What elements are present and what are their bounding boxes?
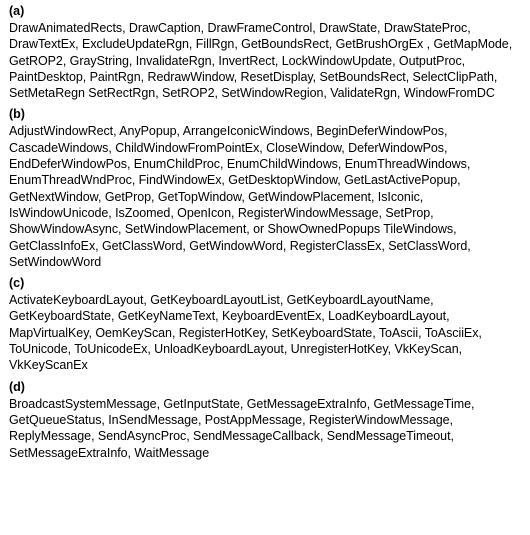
section-b [9,106,524,270]
section-body: AdjustWindowRect, AnyPopup, ArrangeIconicWindows, BeginDeferWindowPos, CascadeWindows, ChildWindowFromPointEx, CloseWindow, DeferWindowPos, EndDeferWindowPos, EnumChildProc, EnumChildWindows, EnumThreadWindows, EnumThreadWndProc, FindWindowEx, GetDesktopWindow, GetLastActivePopup, GetNextWindow, GetProp, GetTopWindow, GetWindowPlacement, IsIconic, IsWindowUnicode, IsZoomed, OpenIcon, RegisterWindowMessage, SetProp, ShowWindowAsync, SetWindowPlacement, or ShowOwnedPopups TileWindows, GetClassInfoEx, GetClassWord, GetWindowWord, RegisterClassEx, SetClassWord, SetWindowWord [9,124,471,269]
section-label: (c) [9,276,25,291]
section-body: BroadcastSystemMessage, GetInputState, GetMessageExtraInfo, GetMessageTime, GetQueueStatus, InSendMessage, PostAppMessage, RegisterWindowMessage, ReplyMessage, SendAsyncProc, SendMessageCallback, SendMessageTimeout, SetMessageExtraInfo, WaitMessage [9,396,475,460]
section-label: (b) [9,107,25,122]
section-label: (a) [9,4,25,18]
section-body: ActivateKeyboardLayout, GetKeyboardLayoutList, GetKeyboardLayoutName, GetKeyboardState, GetKeyNameText, KeyboardEventEx, LoadKeyboardLayout, MapVirtualKey, OemKeyScan, RegisterHotKey, SetKeyboardState, ToAscii, ToAsciiEx, ToUnicode, ToUnicodeEx, UnloadKeyboardLayout, UnregisterHotKey, VkKeyScan, VkKeyScanEx [9,293,482,373]
section-a [9,3,524,101]
section-d [9,379,524,461]
document [9,3,524,466]
section-body: DrawAnimatedRects, DrawCaption, DrawFrameControl, DrawState, DrawStateProc, DrawTextEx, ExcludeUpdateRgn, FillRgn, GetBoundsRect, GetBrushOrgEx , GetMapMode, GetROP2, GrayString, InvalidateRgn, InvertRect, LockWindowUpdate, OutputProc, PaintDesktop, PaintRgn, RedrawWindow, ResetDisplay, SetBoundsRect, SelectClipPath, SetMetaRegn SetRectRgn, SetROP2, SetWindowRegion, ValidateRgn, WindowFromDC [9,21,513,101]
section-c [9,275,524,373]
section-label: (d) [9,379,25,394]
